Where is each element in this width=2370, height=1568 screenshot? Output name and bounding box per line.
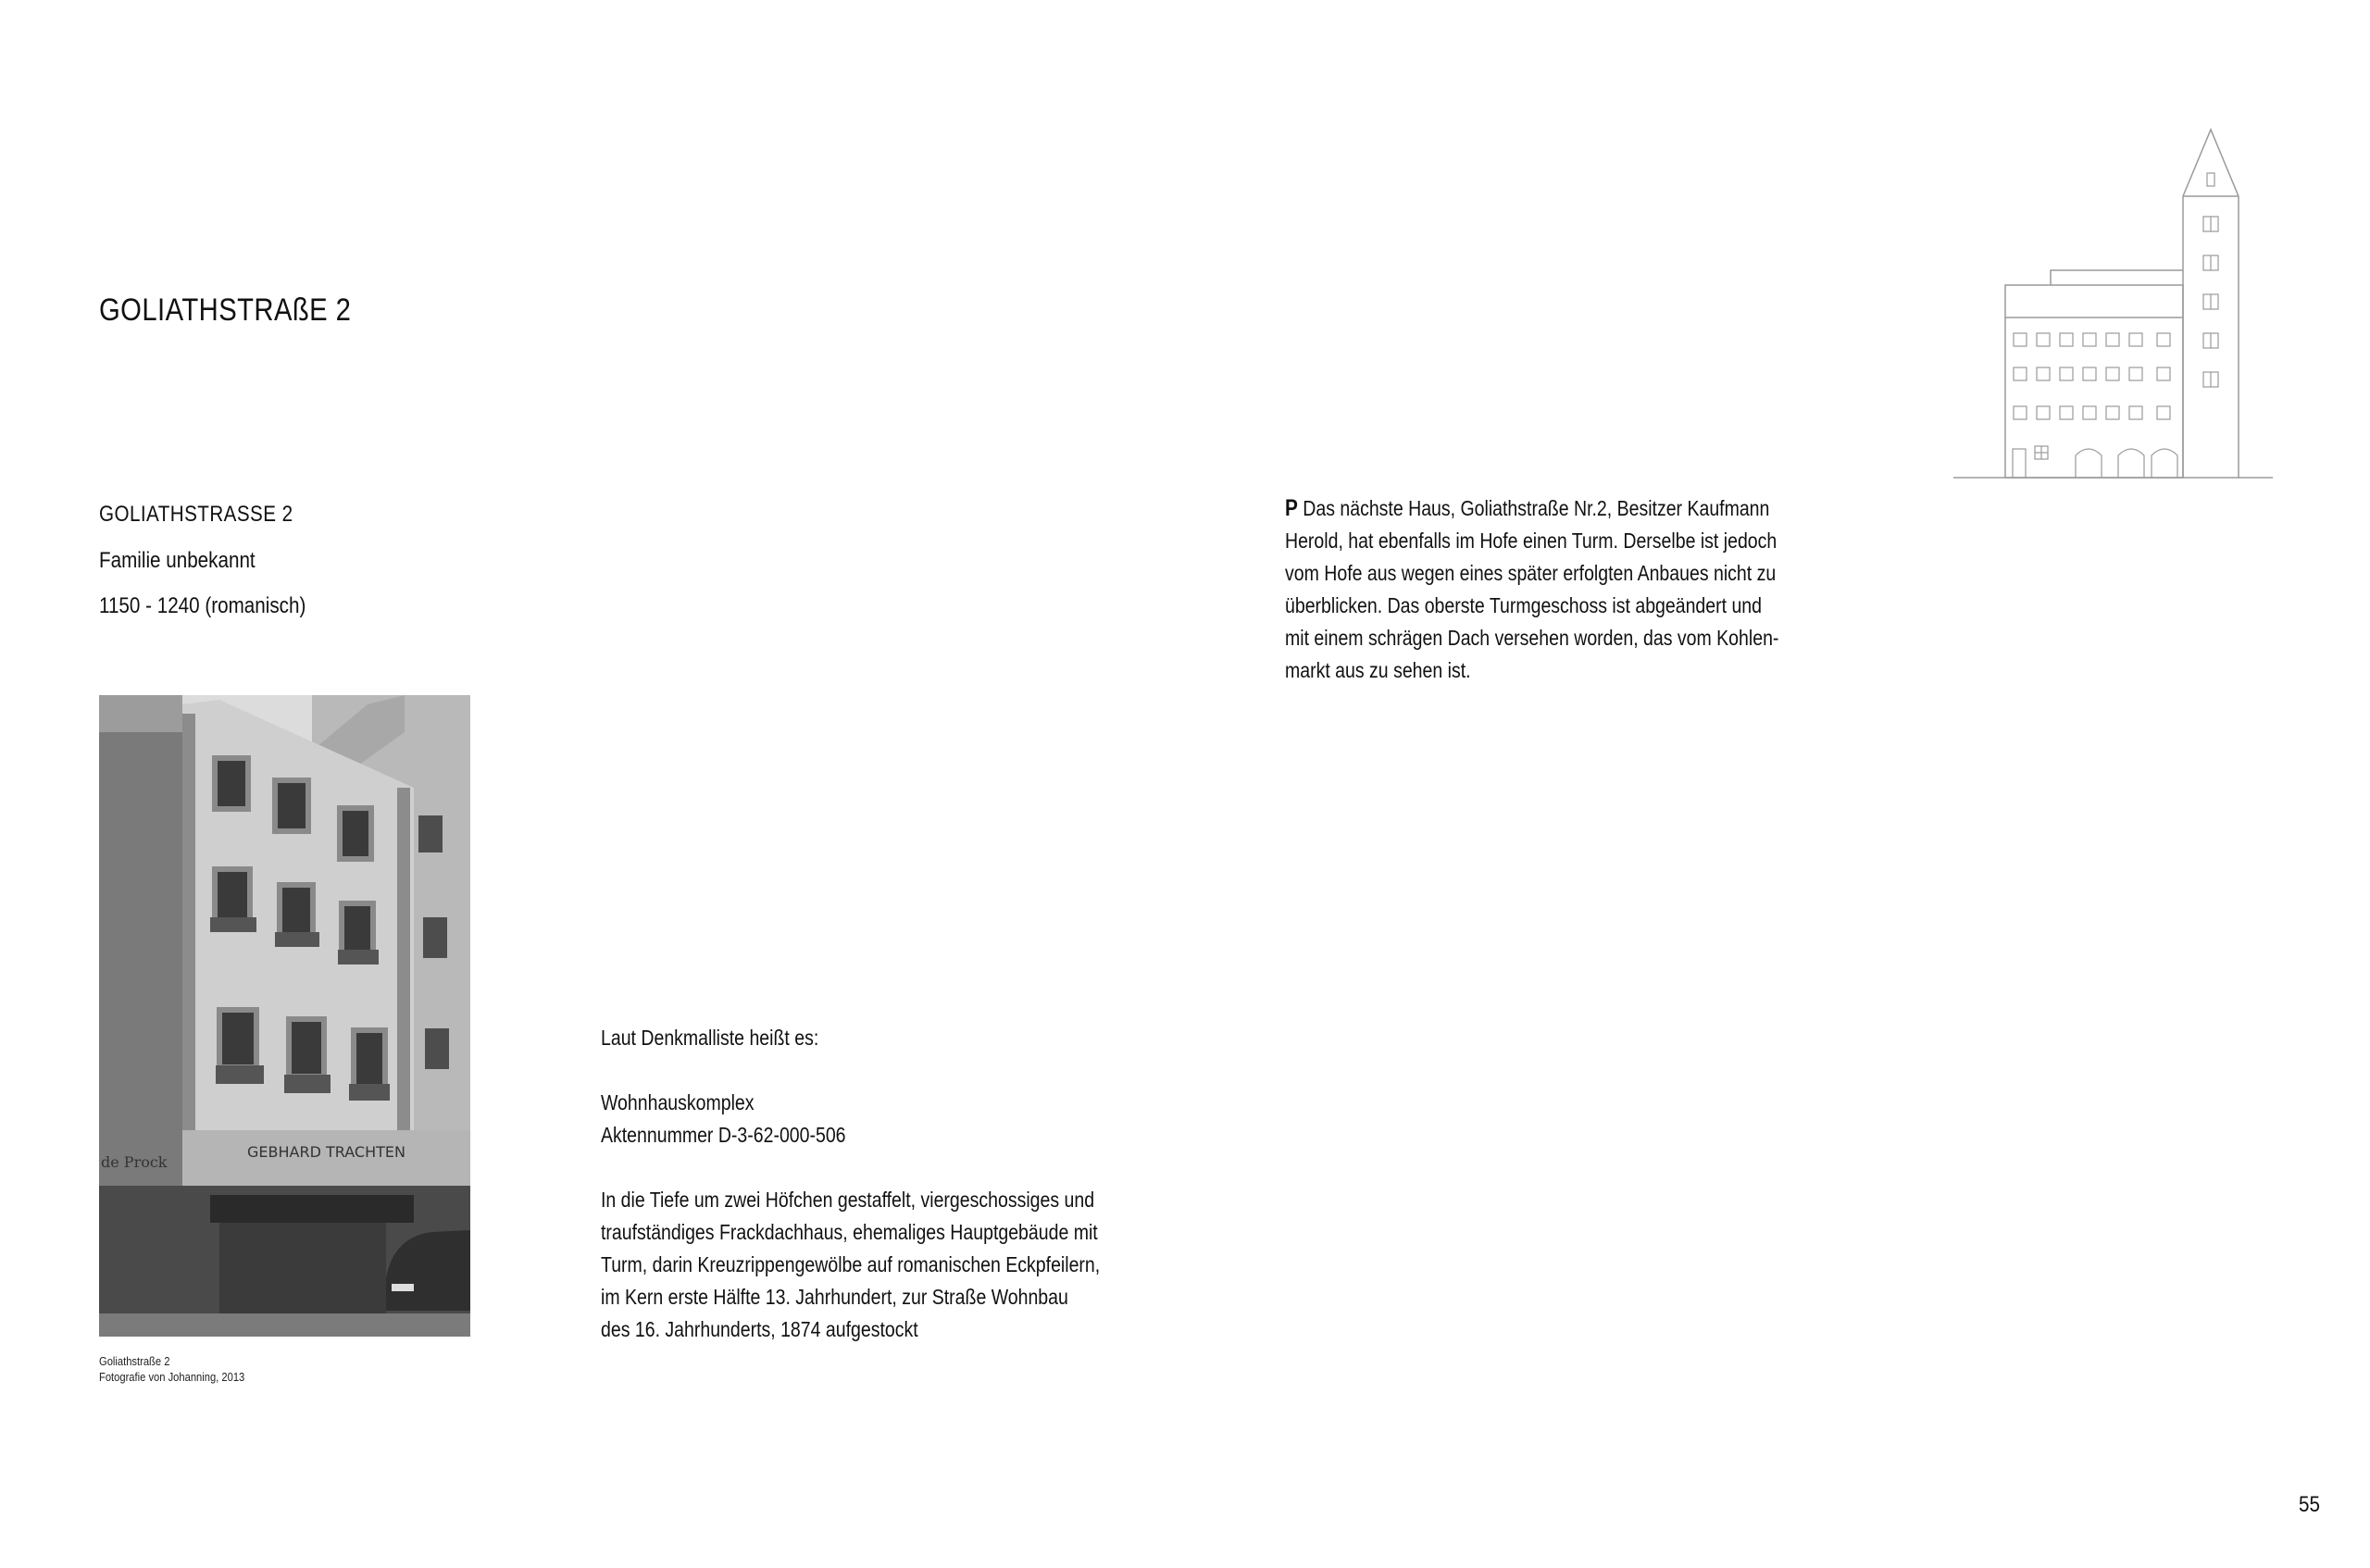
building-photo-illustration [99,695,470,1337]
entry-period: 1150 - 1240 (romanisch) [99,593,306,618]
quote-line-6: markt aus zu sehen ist. [1285,658,1471,682]
entry-heading: GOLIATHSTRASSE 2 [99,502,293,527]
quote-line-5: mit einem schrägen Dach versehen worden, das vom Kohlen- [1285,626,1779,650]
elevation-drawing [1953,125,2277,491]
quote-lead: P [1285,495,1298,521]
entry-family: Familie unbekannt [99,548,256,573]
quote-block [1285,492,1778,687]
quote-line-2: Herold, hat ebenfalls im Hofe einen Turm. Derselbe ist jedoch [1285,529,1778,553]
quote-first-line: Das nächste Haus, Goliathstraße Nr.2, Besitzer Kaufmann [1303,496,1770,520]
quote-line-3: vom Hofe aus wegen eines später erfolgten Anbaues nicht zu [1285,561,1777,585]
side-sign: de Prock [101,1153,168,1171]
quote-line-1 [1285,492,1778,525]
denkmal-type: Wohnhauskomplex [601,1090,755,1114]
building-photo [99,695,470,1337]
denkmal-desc-line-3: Turm, darin Kreuzrippengewölbe auf romanischen Eckpfeilern, [601,1252,1101,1276]
shop-sign: GEBHARD TRACHTEN [247,1143,405,1161]
page-title: GOLIATHSTRAßE 2 [99,292,352,328]
photo-caption [99,1353,244,1385]
building-elevation-svg [1953,125,2277,486]
caption-line-1: Goliathstraße 2 [99,1354,170,1368]
page-number: 55 [2299,1492,2320,1517]
denkmal-desc-line-1: In die Tiefe um zwei Höfchen gestaffelt, viergeschossiges und [601,1188,1095,1212]
denkmal-intro: Laut Denkmalliste heißt es: [601,1026,819,1050]
denkmal-desc-line-4: im Kern erste Hälfte 13. Jahrhundert, zur Straße Wohnbau [601,1285,1068,1309]
denkmal-desc-line-5: des 16. Jahrhunderts, 1874 aufgestockt [601,1317,918,1341]
caption-line-2: Fotografie von Johanning, 2013 [99,1370,245,1384]
denkmal-file-number: Aktennummer D-3-62-000-506 [601,1123,846,1147]
denkmal-block [601,1022,1100,1346]
quote-line-4: überblicken. Das oberste Turmgeschoss ist abgeändert und [1285,593,1763,617]
denkmal-desc-line-2: traufständiges Frackdachhaus, ehemaliges Hauptgebäude mit [601,1220,1098,1244]
